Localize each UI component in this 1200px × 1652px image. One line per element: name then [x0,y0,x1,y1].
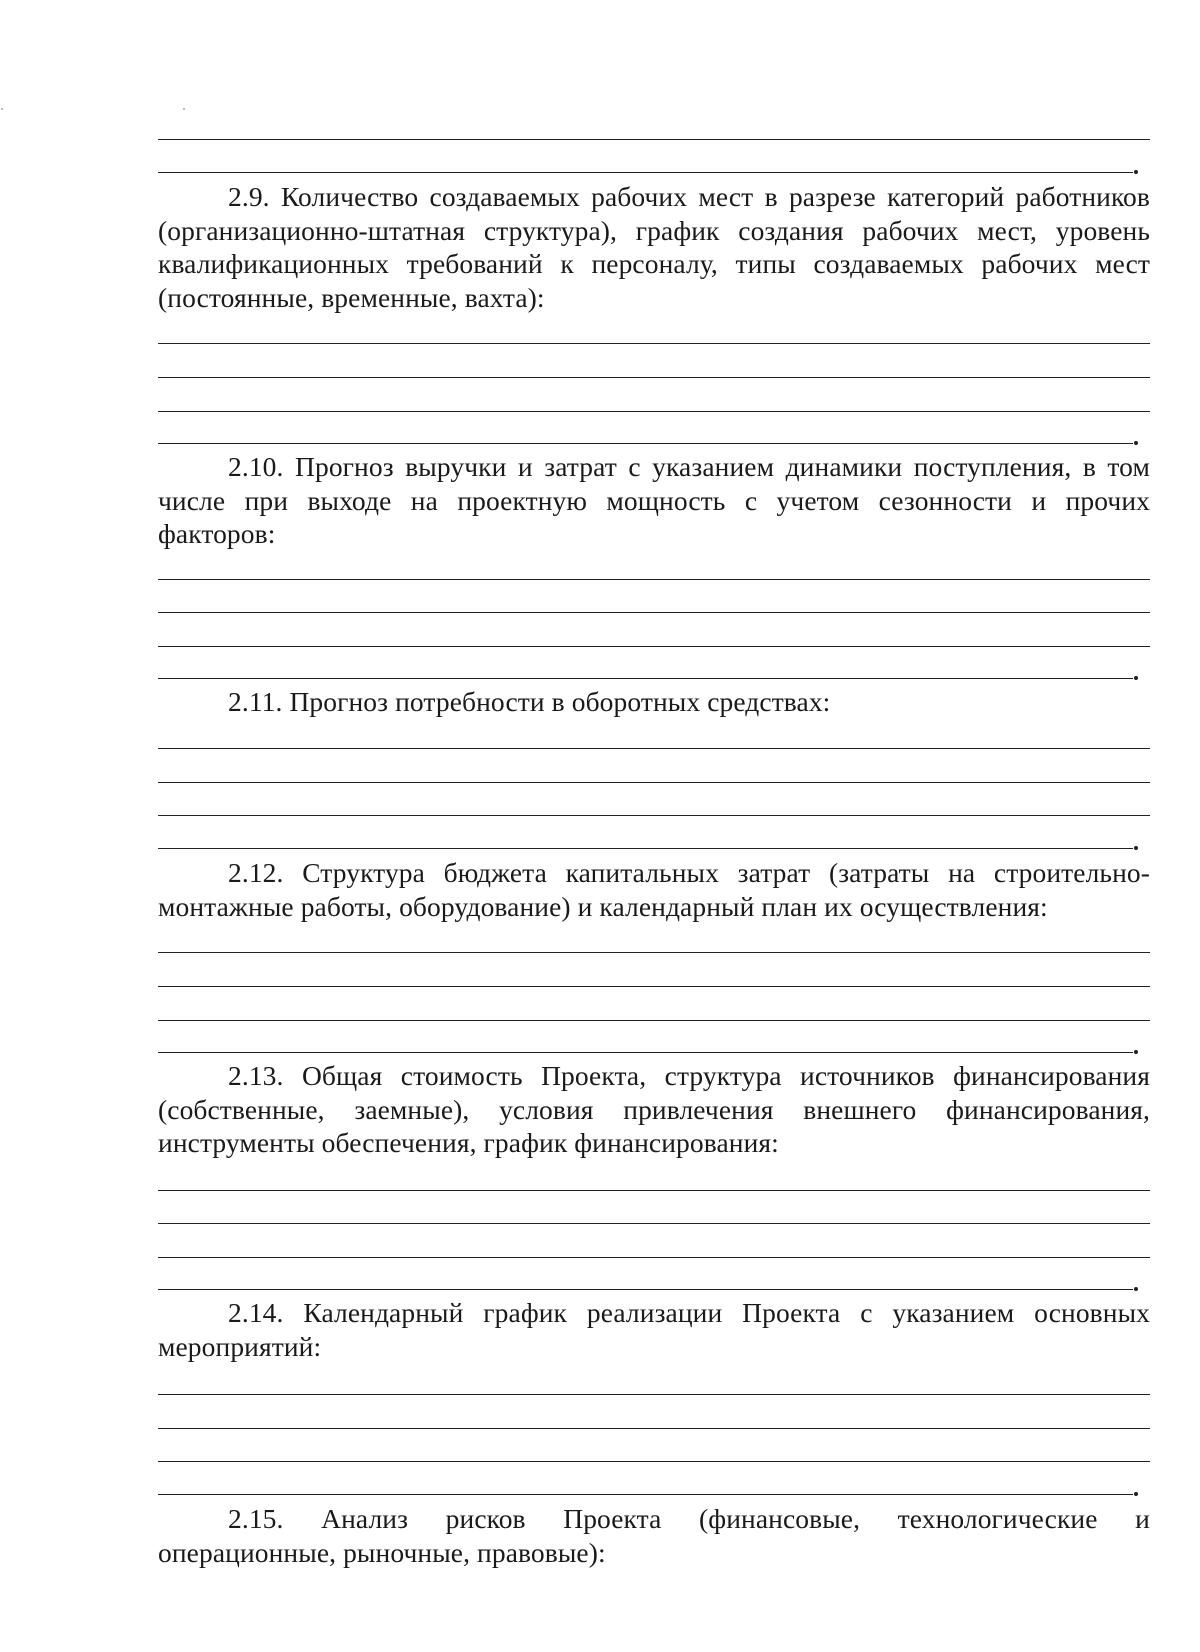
end-dot [1134,1492,1138,1496]
blank-line [158,343,1150,344]
blank-line [158,1223,1150,1224]
blank-line [158,1394,1150,1395]
section-2-14-text: 2.14. Календарный график реализации Проекта с указанием основных мероприятий: [158,1297,1150,1362]
blank-line [158,1289,1133,1290]
blank-line [158,443,1133,444]
end-dot [1134,1050,1138,1054]
section-2-9-text: 2.9. Количество создаваемых рабочих мест в разрезе категорий работников (организационно-штатная структура), график создания рабочих мест, уровень квалификационных требований к персоналу, типы создаваемых рабочих мест (постоянные, временные, вахта): [158,181,1150,313]
section-2-12-text: 2.12. Структура бюджета капитальных затрат (затраты на строительно-монтажные работы, оборудование) и календарный план их осуществления: [158,857,1150,922]
section-2-10-text: 2.10. Прогноз выручки и затрат с указанием динамики поступления, в том числе при выходе на проектную мощность с учетом сезонности и прочих факторов: [158,451,1150,549]
end-dot [1134,846,1138,850]
blank-line [158,612,1150,613]
section-2-13-text: 2.13. Общая стоимость Проекта, структура источников финансирования (собственные, заемные), условия привлечения внешнего финансирования, инструменты обеспечения, график финансирования: [158,1060,1150,1158]
blank-line [158,172,1133,173]
end-dot [1134,1287,1138,1291]
blank-line [158,782,1150,783]
blank-line [158,1257,1150,1258]
blank-line [158,139,1150,140]
blank-line [158,579,1150,580]
blank-line [158,986,1150,987]
blank-line [158,848,1133,849]
section-2-11-text: 2.11. Прогноз потребности в оборотных средствах: [228,686,831,717]
blank-line [158,678,1133,679]
end-dot [1134,441,1138,445]
section-2-15-text: 2.15. Анализ рисков Проекта (финансовые, технологические и операционные, рыночные, правовые): [158,1503,1150,1568]
blank-line [158,815,1150,816]
blank-line [158,1461,1150,1462]
blank-line [158,748,1150,749]
blank-line [158,1428,1150,1429]
blank-line [158,952,1150,953]
blank-line [158,377,1150,378]
blank-line [158,1190,1150,1191]
end-dot [1134,170,1138,174]
scan-speck [1,108,3,110]
blank-line [158,1020,1150,1021]
blank-line [158,411,1150,412]
blank-line [158,1052,1133,1053]
end-dot [1134,676,1138,680]
blank-line [158,1494,1133,1495]
blank-line [158,646,1150,647]
scan-speck [183,108,185,110]
